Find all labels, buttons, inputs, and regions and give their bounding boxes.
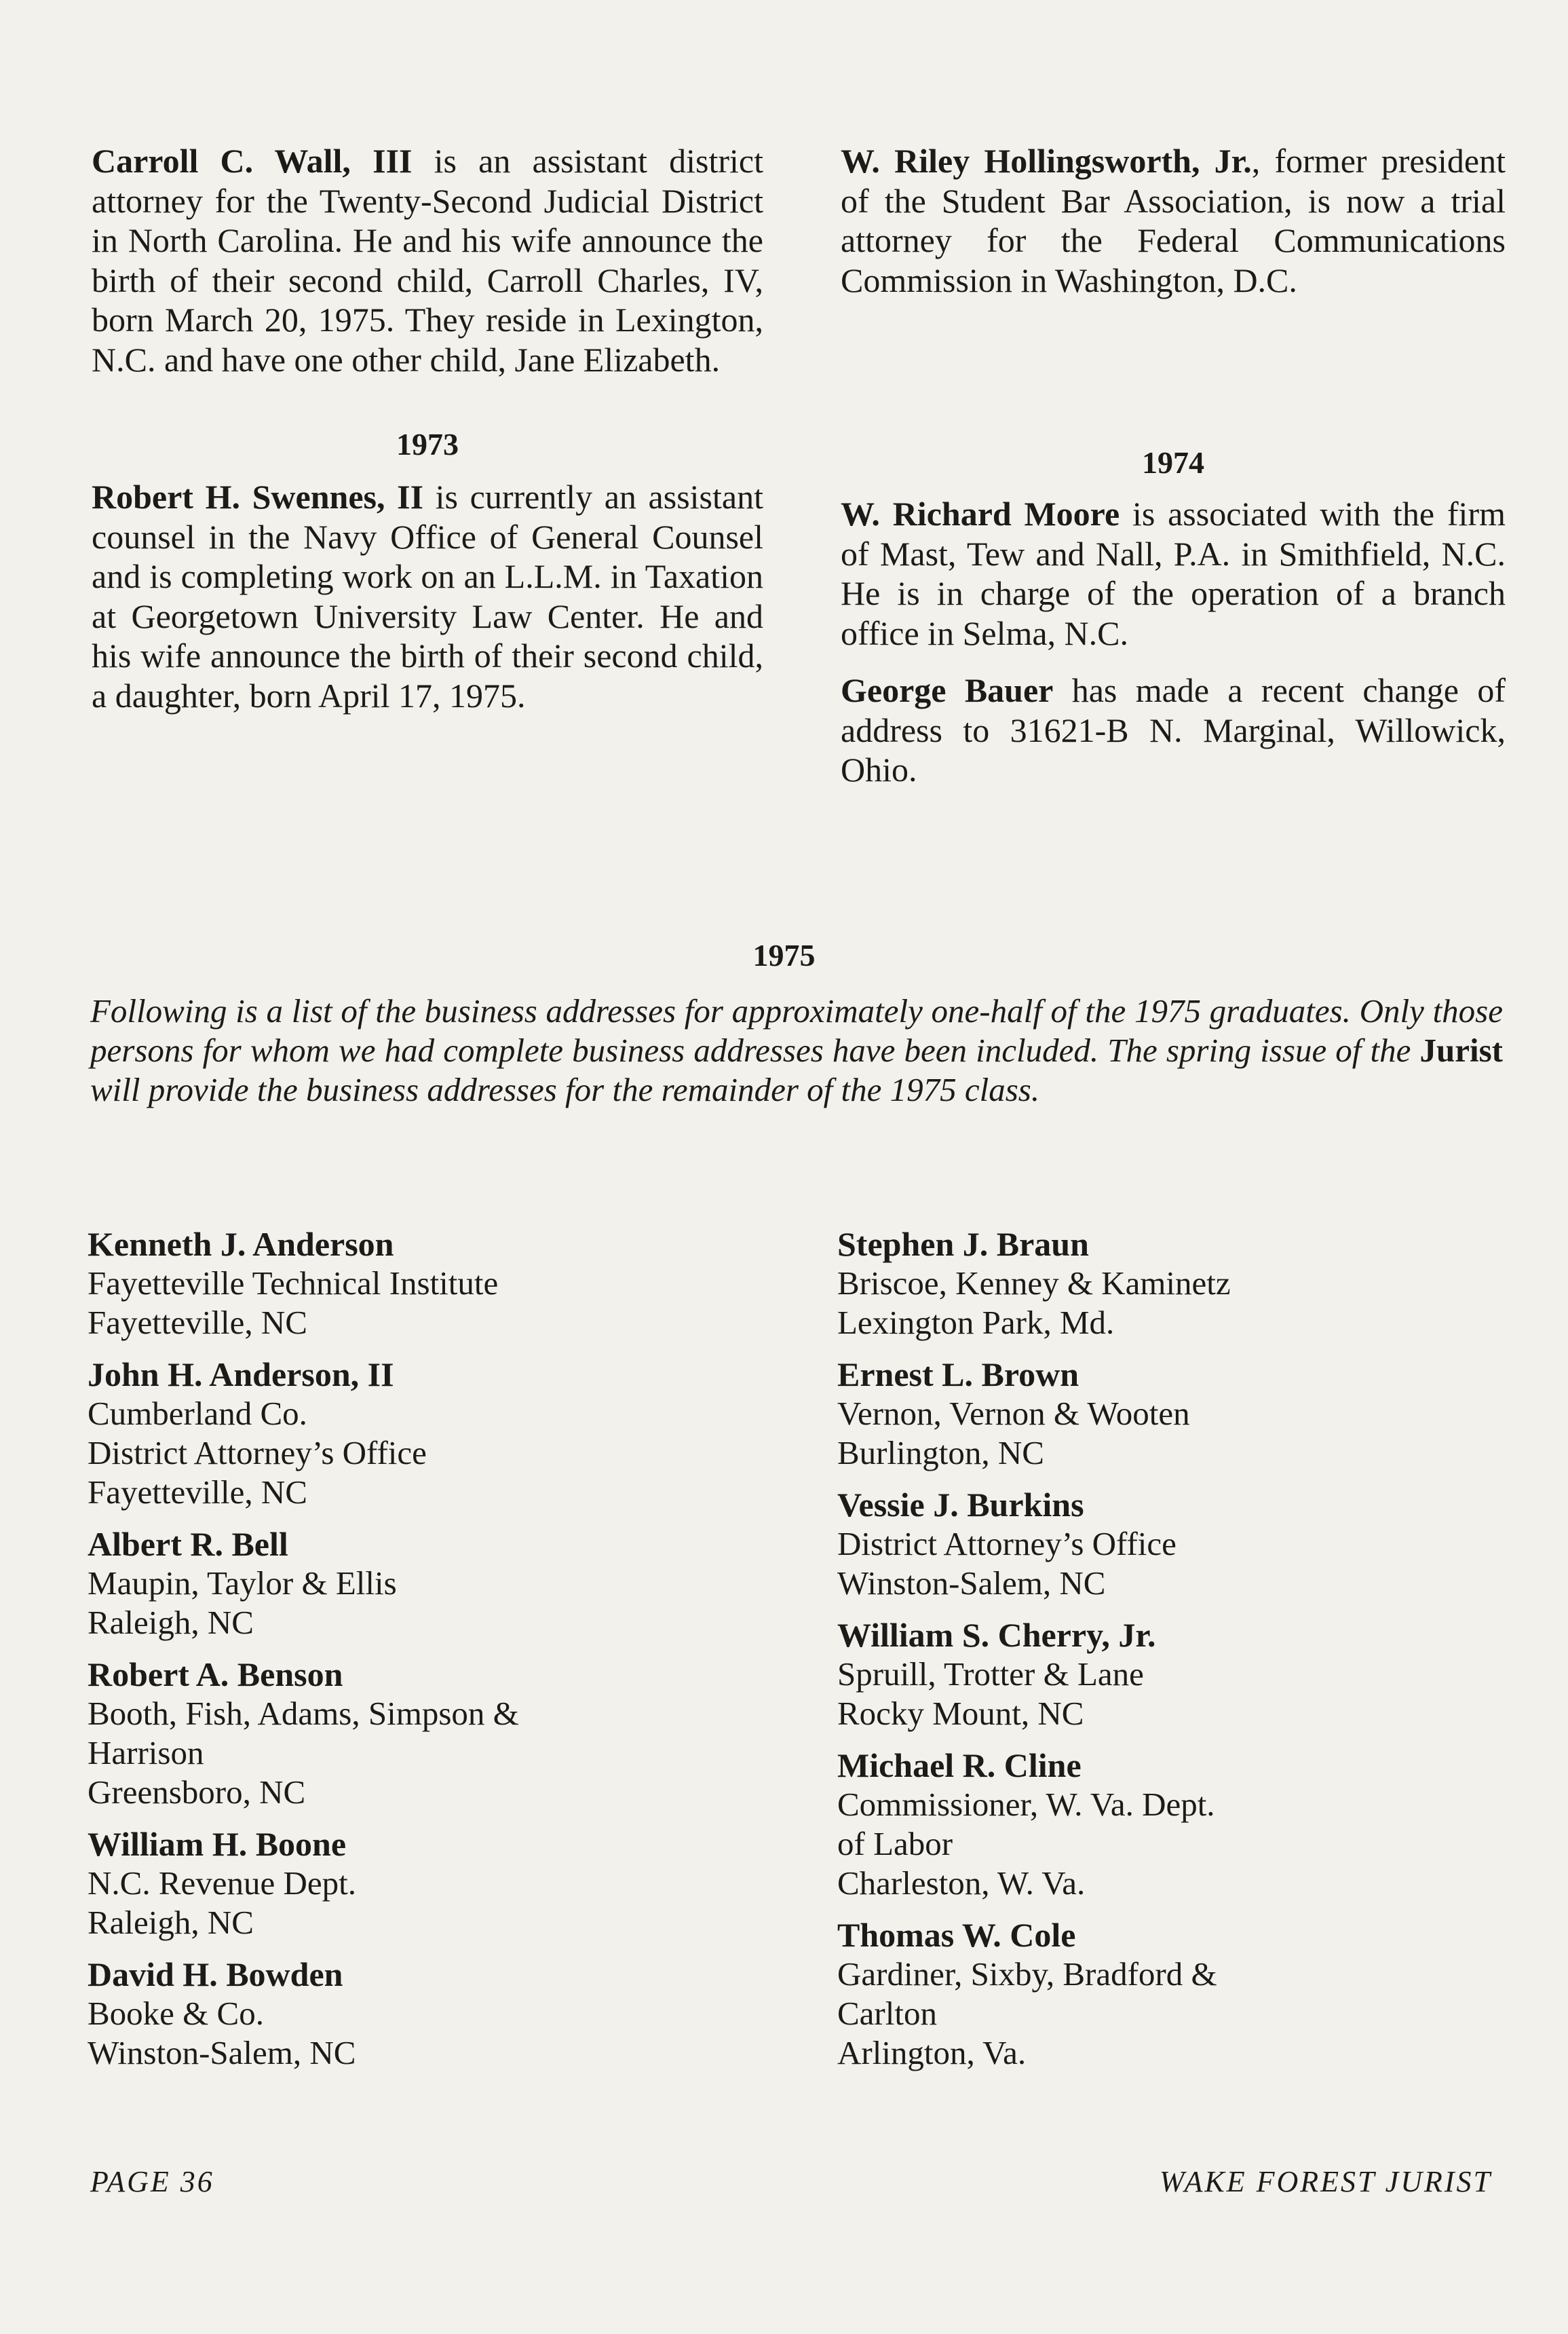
year-heading-1974: 1974 — [1142, 445, 1204, 480]
address-line: Gardiner, Sixby, Bradford & — [837, 1955, 1217, 1993]
graduate-entry — [837, 1355, 1516, 1473]
address-line: Greensboro, NC — [88, 1773, 306, 1811]
address-line: Booke & Co. — [88, 1995, 264, 2032]
graduate-name: Robert A. Benson — [88, 1655, 343, 1693]
address-line: Briscoe, Kenney & Kaminetz — [837, 1264, 1231, 1302]
graduate-name: Thomas W. Cole — [837, 1916, 1076, 1954]
paragraph-text: has made a recent change of address to 31621-B N. Marginal, Willowick, Ohio. — [841, 671, 1506, 789]
paragraph-hollingsworth — [841, 141, 1506, 300]
graduate-entry — [88, 1524, 766, 1642]
address-line: Commissioner, W. Va. Dept. — [837, 1786, 1215, 1823]
address-line: of Labor — [837, 1825, 953, 1862]
address-line: Raleigh, NC — [88, 1904, 254, 1941]
intro-paragraph — [90, 992, 1503, 1110]
graduates-right-column — [837, 1224, 1516, 2085]
person-name: George Bauer — [841, 671, 1054, 709]
address-line: Fayetteville, NC — [88, 1304, 307, 1341]
publication-footer: WAKE FOREST JURIST — [1159, 2165, 1492, 2198]
graduate-entry — [837, 1915, 1516, 2073]
graduate-name: Kenneth J. Anderson — [88, 1225, 394, 1263]
paragraph-moore — [841, 494, 1506, 653]
paragraph-text: is associated with the firm of Mast, Tew and Nall, P.A. in Smithfield, N.C. He is in charge of the operation of a branch office in Selma, N.C. — [841, 495, 1506, 652]
graduate-entry — [837, 1224, 1516, 1342]
graduate-entry — [837, 1485, 1516, 1603]
graduate-entry — [88, 1355, 766, 1512]
address-line: Winston-Salem, NC — [88, 2034, 356, 2071]
graduate-name: William H. Boone — [88, 1825, 347, 1863]
address-line: District Attorney’s Office — [837, 1525, 1177, 1562]
address-line: Spruill, Trotter & Lane — [837, 1655, 1144, 1693]
graduate-entry — [88, 1824, 766, 1942]
address-line: Raleigh, NC — [88, 1604, 254, 1641]
address-line: Fayetteville Technical Institute — [88, 1264, 499, 1302]
paragraph-text: , former president of the Student Bar Association, is now a trial attorney for the Federal Communications Commission in Washington, D.C. — [841, 142, 1506, 299]
graduate-name: Albert R. Bell — [88, 1525, 288, 1563]
address-line: N.C. Revenue Dept. — [88, 1864, 356, 1902]
paragraph-text: is currently an assistant counsel in the Navy Office of General Counsel and is completing work on an L.L.M. in Taxation at Georgetown University Law Center. He and his wife announce the birth of their second child, a daughter, born April 17, 1975. — [92, 478, 763, 715]
person-name: Carroll C. Wall, III — [92, 142, 413, 180]
left-column-top — [92, 141, 763, 715]
paragraph-wall — [92, 141, 763, 379]
paragraph-swennes — [92, 477, 763, 715]
graduate-name: William S. Cherry, Jr. — [837, 1616, 1156, 1654]
address-line: Carlton — [837, 1995, 937, 2032]
year-heading-1973: 1973 — [396, 427, 459, 462]
paragraph-bauer — [841, 671, 1506, 790]
graduate-entry — [88, 1224, 766, 1342]
right-column-top — [841, 141, 1506, 790]
graduate-name: Michael R. Cline — [837, 1746, 1082, 1784]
graduate-entry — [88, 1655, 766, 1812]
address-line: Charleston, W. Va. — [837, 1864, 1086, 1902]
address-line: Winston-Salem, NC — [837, 1564, 1106, 1602]
person-name: Robert H. Swennes, II — [92, 478, 424, 516]
address-line: Burlington, NC — [837, 1434, 1044, 1471]
graduate-name: David H. Bowden — [88, 1955, 343, 1993]
intro-text: will provide the business addresses for the remainder of the 1975 class. — [90, 1071, 1040, 1108]
graduate-name: John H. Anderson, II — [88, 1355, 394, 1393]
address-line: Lexington Park, Md. — [837, 1304, 1115, 1341]
person-name: W. Riley Hollingsworth, Jr. — [841, 142, 1252, 180]
publication-name: Jurist — [1419, 1032, 1503, 1069]
address-line: District Attorney’s Office — [88, 1434, 427, 1471]
year-heading-1975: 1975 — [752, 938, 816, 973]
address-line: Harrison — [88, 1734, 204, 1771]
graduate-name: Ernest L. Brown — [837, 1355, 1079, 1393]
address-line: Cumberland Co. — [88, 1395, 307, 1432]
intro-text: Following is a list of the business addresses for approximately one-half of the 1975 graduates. Only those persons for whom we had complete business addresses have been included. The spring issue of the — [90, 992, 1503, 1069]
address-line: Fayetteville, NC — [88, 1473, 307, 1511]
address-line: Arlington, Va. — [837, 2034, 1027, 2071]
graduate-name: Stephen J. Braun — [837, 1225, 1089, 1263]
address-line: Maupin, Taylor & Ellis — [88, 1564, 397, 1602]
person-name: W. Richard Moore — [841, 495, 1120, 533]
page-number: PAGE 36 — [90, 2165, 214, 2198]
paragraph-text: is an assistant district attorney for the Twenty-Second Judicial District in North Carolina. He and his wife announce the birth of their second child, Carroll Charles, IV, born March 20, 1975. They reside in Lexington, N.C. and have one other child, Jane Elizabeth. — [92, 142, 763, 379]
graduate-entry — [837, 1615, 1516, 1733]
address-line: Vernon, Vernon & Wooten — [837, 1395, 1190, 1432]
graduates-left-column — [88, 1224, 766, 2085]
address-line: Booth, Fish, Adams, Simpson & — [88, 1695, 519, 1732]
graduate-name: Vessie J. Burkins — [837, 1486, 1084, 1524]
address-line: Rocky Mount, NC — [837, 1695, 1084, 1732]
graduate-entry — [837, 1746, 1516, 1903]
graduate-entry — [88, 1955, 766, 2073]
